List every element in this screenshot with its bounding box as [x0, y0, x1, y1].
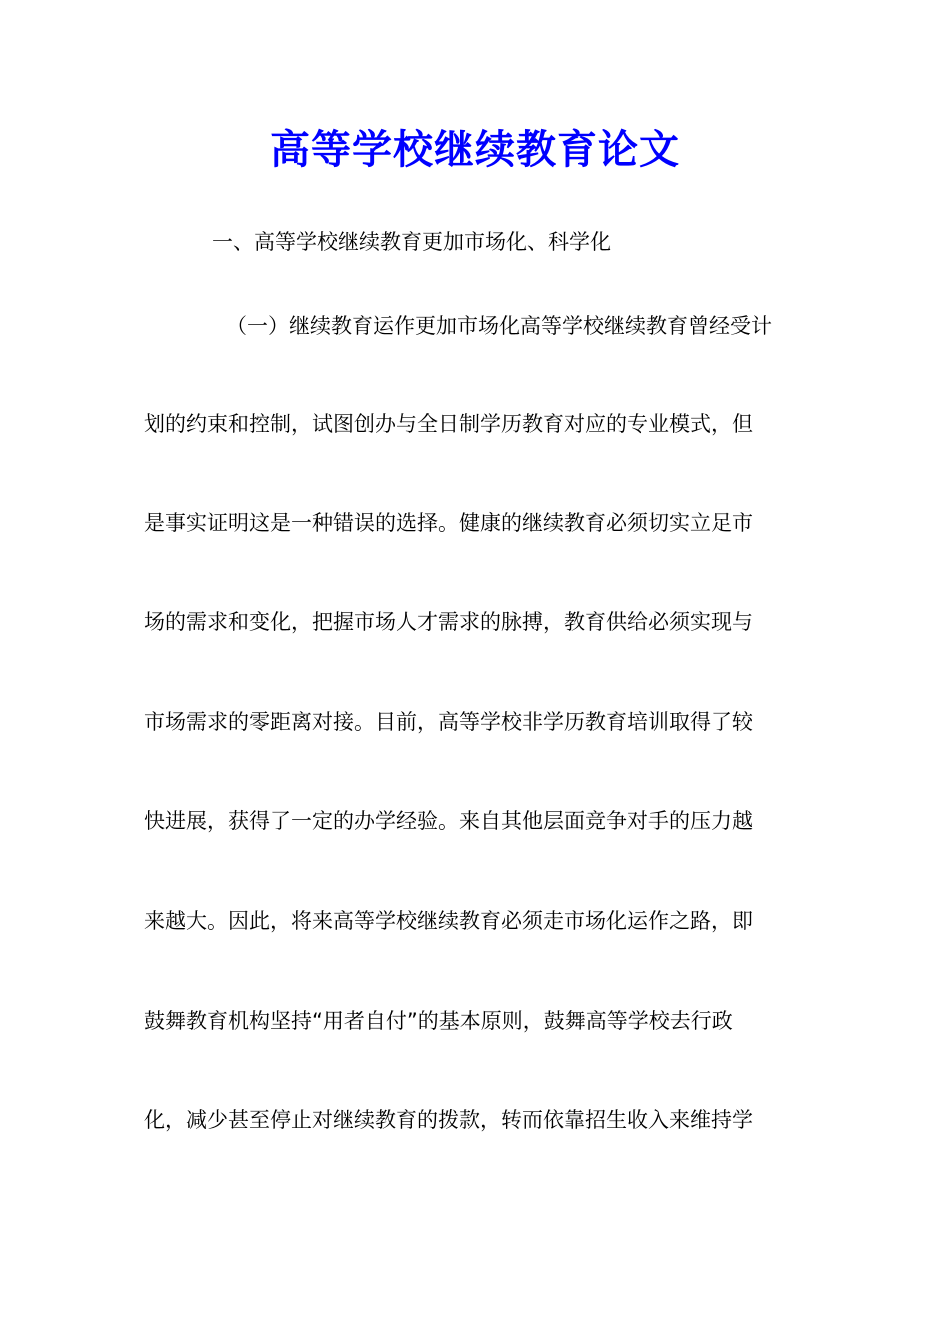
section-heading: 一、高等学校继续教育更加市场化、科学化 — [212, 230, 611, 254]
paragraph-line: 场的需求和变化，把握市场人才需求的脉搏，教育供给必须实现与 — [144, 610, 753, 634]
paragraph-line: 鼓舞教育机构坚持“用者自付”的基本原则，鼓舞高等学校去行政 — [144, 1009, 733, 1033]
document-title: 高等学校继续教育论文 — [270, 126, 680, 173]
paragraph-line: 市场需求的零距离对接。目前，高等学校非学历教育培训取得了较 — [144, 710, 753, 734]
paragraph-line: （一）继续教育运作更加市场化高等学校继续教育曾经受计 — [226, 314, 772, 338]
paragraph-line: 划的约束和控制，试图创办与全日制学历教育对应的专业模式，但 — [144, 412, 753, 436]
paragraph-line: 化，减少甚至停止对继续教育的拨款，转而依靠招生收入来维持学 — [144, 1108, 753, 1132]
paragraph-line: 来越大。因此，将来高等学校继续教育必须走市场化运作之路，即 — [144, 909, 753, 933]
paragraph-line: 是事实证明这是一种错误的选择。健康的继续教育必须切实立足市 — [144, 511, 753, 535]
paragraph-line: 快进展，获得了一定的办学经验。来自其他层面竞争对手的压力越 — [144, 809, 753, 833]
